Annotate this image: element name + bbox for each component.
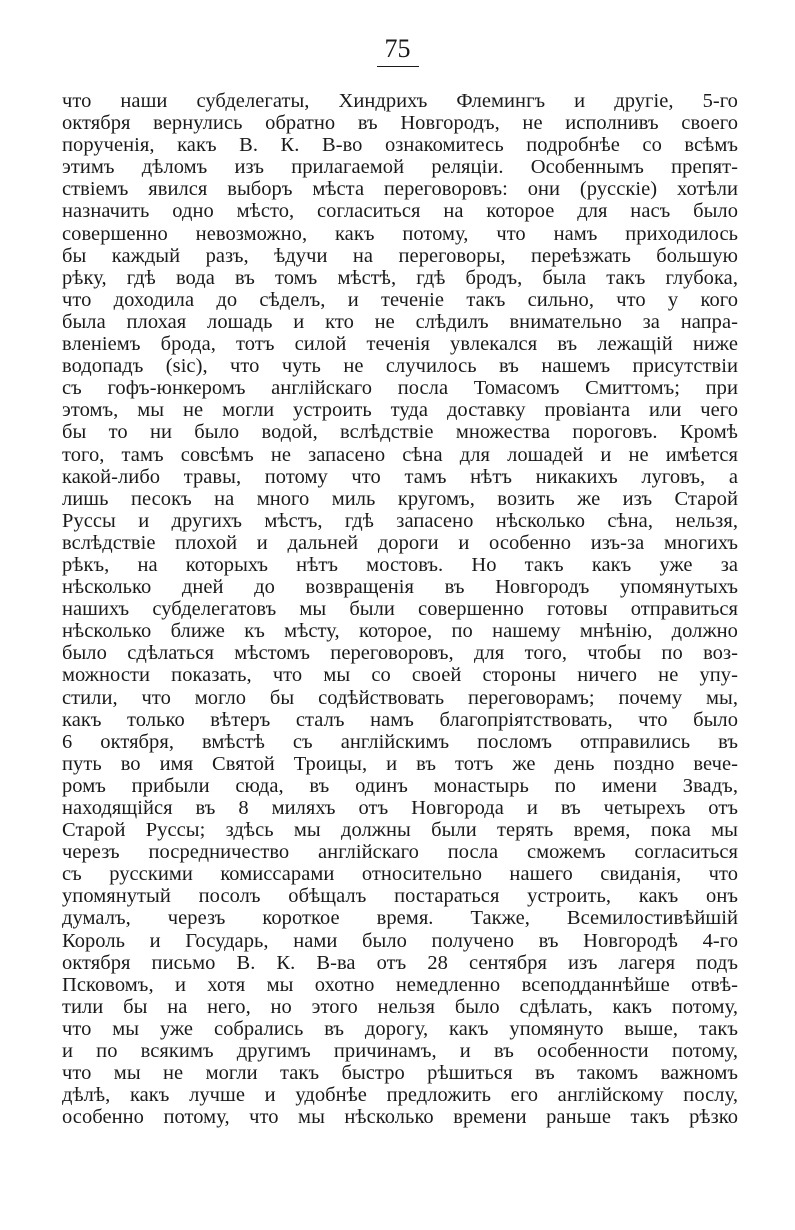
text-line: вленіемъ брода, тотъ силой теченія увлекался въ лежащій ниже	[62, 333, 738, 356]
text-line: октября письмо В. К. В-ва отъ 28 сентября изъ лагеря подъ	[62, 951, 738, 974]
text-line: нѣсколько дней до возвращенія въ Новгородъ упомянутыхъ	[62, 576, 738, 599]
text-line: Старой Руссы; здѣсь мы должны были терять время, пока мы	[62, 819, 738, 842]
text-line: что мы не могли такъ быстро рѣшиться въ такомъ важномъ	[62, 1062, 738, 1085]
text-line: Руссы и другихъ мѣстъ, гдѣ запасено нѣсколько сѣна, нельзя,	[62, 509, 738, 532]
text-line: нѣсколько ближе къ мѣсту, которое, по нашему мнѣнію, должно	[62, 620, 738, 643]
text-line: порученія, какъ В. К. В-во ознакомитесь подробнѣе со всѣмъ	[62, 134, 738, 157]
text-line: была плохая лошадь и кто не слѣдилъ внимательно за напра-	[62, 310, 738, 333]
text-line: стили, что могло бы содѣйствовать переговорамъ; почему мы,	[62, 686, 738, 709]
text-line: Король и Государь, нами было получено въ Новгородѣ 4-го	[62, 929, 738, 952]
text-line: можности показать, что мы со своей стороны ничего не упу-	[62, 664, 738, 687]
text-line: съ русскими комиссарами относительно нашего свиданія, что	[62, 863, 738, 886]
text-line: нашихъ субделегатовъ мы были совершенно готовы отправиться	[62, 598, 738, 621]
text-line: рѣку, гдѣ вода въ томъ мѣстѣ, гдѣ бродъ, была такъ глубока,	[62, 266, 738, 289]
page-number-text: 75	[377, 34, 419, 67]
page-number	[0, 34, 795, 67]
text-line: и по всякимъ другимъ причинамъ, и въ особенности потому,	[62, 1040, 738, 1063]
text-line: рѣкъ, на которыхъ нѣтъ мостовъ. Но такъ какъ уже за	[62, 553, 738, 576]
text-line: ствіемъ явился выборъ мѣста переговоровъ: они (русскіе) хотѣли	[62, 178, 738, 201]
text-line: упомянутый посолъ обѣщалъ постараться устроить, какъ онъ	[62, 885, 738, 908]
text-line: черезъ посредничество англійскаго посла сможемъ согласиться	[62, 841, 738, 864]
text-line: тили бы на него, но этого нельзя было сдѣлать, какъ потому,	[62, 995, 738, 1018]
text-line: октября вернулись обратно въ Новгородъ, не исполнивъ своего	[62, 112, 738, 135]
text-line: того, тамъ совсѣмъ не запасено сѣна для лошадей и не имѣется	[62, 443, 738, 466]
text-line: вслѣдствіе плохой и дальней дороги и особенно изъ-за многихъ	[62, 531, 738, 554]
text-line: что наши субделегаты, Хиндрихъ Флемингъ и другіе, 5-го	[62, 90, 738, 112]
text-line: этимъ дѣломъ изъ прилагаемой реляціи. Особеннымъ препят-	[62, 156, 738, 179]
text-line: какъ только вѣтеръ сталъ намъ благопріятствовать, что было	[62, 708, 738, 731]
text-line: было сдѣлаться мѣстомъ переговоровъ, для того, чтобы по воз-	[62, 642, 738, 665]
text-line: этомъ, мы не могли устроить туда доставку провіанта или чего	[62, 399, 738, 422]
text-line: думалъ, черезъ короткое время. Также, Всемилостивѣйшій	[62, 907, 738, 930]
text-line: дѣлѣ, какъ лучше и удобнѣе предложить его англійскому послу,	[62, 1084, 738, 1107]
text-line: что мы уже собрались въ дорогу, какъ упомянуто выше, такъ	[62, 1017, 738, 1040]
text-line: бы каждый разъ, ѣдучи на переговоры, переѣзжать большую	[62, 244, 738, 267]
text-line: Псковомъ, и хотя мы охотно немедленно всеподданнѣйше отвѣ-	[62, 973, 738, 996]
text-line: совершенно невозможно, какъ потому, что намъ приходилось	[62, 222, 738, 245]
text-line: съ гофъ-юнкеромъ англійскаго посла Томасомъ Смиттомъ; при	[62, 377, 738, 400]
text-line: водопадъ (sic), что чуть не случилось въ нашемъ присутствіи	[62, 355, 738, 378]
text-line: лишь песокъ на много миль кругомъ, возить же изъ Старой	[62, 487, 738, 510]
document-body	[62, 90, 738, 1128]
text-line: какой-либо травы, потому что тамъ нѣтъ никакихъ луговъ, а	[62, 465, 738, 488]
text-line: бы то ни было водой, вслѣдствіе множества пороговъ. Кромѣ	[62, 421, 738, 444]
text-line: 6 октября, вмѣстѣ съ англійскимъ посломъ отправились въ	[62, 730, 738, 753]
text-line: путь во имя Святой Троицы, и въ тотъ же день поздно вече-	[62, 752, 738, 775]
text-line: ромъ прибыли сюда, въ одинъ монастырь по имени Звадъ,	[62, 774, 738, 797]
text-line: назначить одно мѣсто, согласиться на которое для насъ было	[62, 200, 738, 223]
text-line: что доходила до сѣделъ, и теченіе такъ сильно, что у кого	[62, 288, 738, 311]
text-line: особенно потому, что мы нѣсколько времени раньше такъ рѣзко	[62, 1106, 738, 1129]
text-line: находящійся въ 8 миляхъ отъ Новгорода и въ четырехъ отъ	[62, 797, 738, 819]
